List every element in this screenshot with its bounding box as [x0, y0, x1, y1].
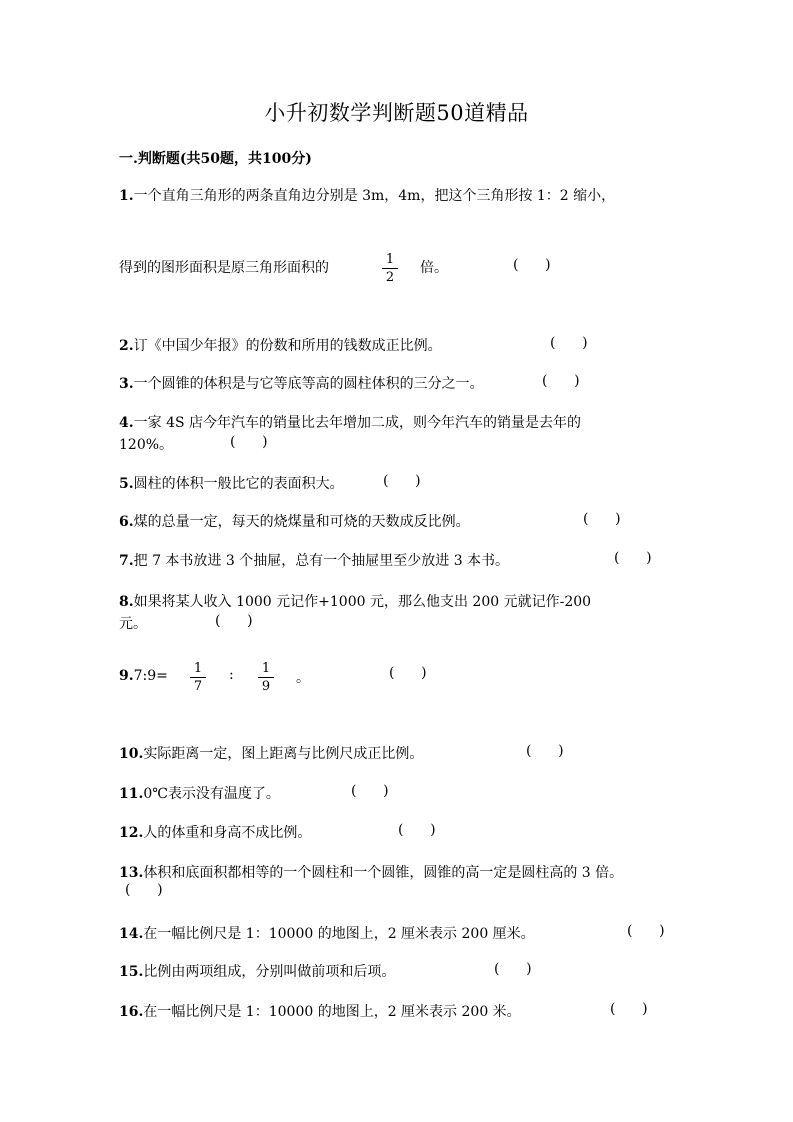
answer-blank[interactable]: ( )	[542, 373, 580, 389]
question-number: 14.	[119, 926, 144, 942]
fraction-numerator: 1	[385, 252, 395, 267]
ratio-colon: :	[229, 667, 234, 683]
fraction-one-half	[382, 252, 398, 285]
question-text: 在一幅比例尺是 1：10000 的地图上，2 厘米表示 200 米。	[143, 1004, 521, 1020]
question-text: 圆柱的体积一般比它的表面积大。	[133, 476, 344, 492]
question-number: 6.	[119, 514, 134, 530]
answer-blank[interactable]: ( )	[494, 961, 532, 977]
answer-blank[interactable]: ( )	[351, 783, 389, 799]
question-text: 订《中国少年报》的份数和所用的钱数成正比例。	[133, 338, 442, 354]
question-8	[119, 591, 591, 613]
question-text: 一个直角三角形的两条直角边分别是 3m，4m，把这个三角形按 1：2 缩小，	[133, 188, 616, 204]
fraction-denominator: 2	[385, 270, 395, 285]
question-5	[119, 473, 344, 495]
answer-blank[interactable]: ( )	[383, 473, 421, 489]
question-number: 7.	[119, 553, 134, 569]
answer-blank[interactable]: ( )	[614, 550, 652, 566]
question-16	[119, 1001, 521, 1023]
question-3	[119, 373, 484, 395]
question-7	[119, 550, 509, 572]
question-14	[119, 923, 535, 945]
fraction-numerator: 1	[193, 661, 203, 676]
fraction-denominator: 9	[261, 679, 271, 694]
question-text: 实际距离一定，图上距离与比例尺成正比例。	[143, 746, 424, 762]
question-text: 体积和底面积都相等的一个圆柱和一个圆锥，圆锥的高一定是圆柱高的 3 倍。	[143, 865, 624, 881]
question-number: 13.	[119, 865, 144, 881]
question-text: 一个圆锥的体积是与它等底等高的圆柱体积的三分之一。	[133, 376, 484, 392]
question-prefix: 7:9=	[133, 668, 168, 684]
question-number: 12.	[119, 825, 144, 841]
answer-blank[interactable]: ( )	[610, 1001, 648, 1017]
question-number: 4.	[119, 415, 134, 431]
answer-blank[interactable]: ( )	[125, 882, 163, 898]
question-13	[119, 862, 623, 884]
question-4-line2: 120%。	[119, 437, 174, 453]
answer-blank[interactable]: ( )	[513, 257, 551, 273]
question-15	[119, 961, 395, 983]
question-text: 在一幅比例尺是 1：10000 的地图上，2 厘米表示 200 厘米。	[143, 926, 535, 942]
question-9-suffix: 。	[296, 670, 310, 686]
question-number: 3.	[119, 376, 134, 392]
question-1	[119, 185, 615, 207]
answer-blank[interactable]: ( )	[215, 613, 253, 629]
section-heading: 一.判断题(共50题，共100分)	[119, 151, 312, 167]
question-6	[119, 511, 470, 533]
question-number: 16.	[119, 1004, 144, 1020]
question-number: 2.	[119, 338, 134, 354]
question-1-line2: 得到的图形面积是原三角形面积的	[119, 260, 329, 276]
answer-blank[interactable]: ( )	[389, 665, 427, 681]
fraction-one-ninth	[258, 661, 274, 694]
question-12	[119, 822, 311, 844]
answer-blank[interactable]: ( )	[583, 511, 621, 527]
fraction-denominator: 7	[193, 679, 203, 694]
answer-blank[interactable]: ( )	[627, 923, 665, 939]
question-number: 1.	[119, 188, 134, 204]
question-text: 一家 4S 店今年汽车的销量比去年增加二成，则今年汽车的销量是去年的	[133, 415, 582, 431]
answer-blank[interactable]: ( )	[550, 335, 588, 351]
question-text: 煤的总量一定，每天的烧煤量和可烧的天数成反比例。	[133, 514, 470, 530]
question-number: 11.	[119, 786, 144, 802]
question-number: 10.	[119, 746, 144, 762]
question-10	[119, 743, 423, 765]
question-2	[119, 335, 442, 357]
question-text: 人的体重和身高不成比例。	[143, 825, 312, 841]
question-text: 比例由两项组成，分别叫做前项和后项。	[143, 964, 396, 980]
answer-blank[interactable]: ( )	[230, 434, 268, 450]
question-11	[119, 783, 280, 805]
answer-blank[interactable]: ( )	[398, 822, 436, 838]
question-text: 0℃表示没有温度了。	[143, 786, 280, 802]
fraction-numerator: 1	[261, 661, 271, 676]
answer-blank[interactable]: ( )	[526, 743, 564, 759]
question-4	[119, 412, 581, 434]
question-9	[119, 665, 168, 687]
question-number: 8.	[119, 594, 134, 610]
question-number: 15.	[119, 964, 144, 980]
question-number: 9.	[119, 668, 134, 684]
question-text: 把 7 本书放进 3 个抽屉，总有一个抽屉里至少放进 3 本书。	[133, 553, 510, 569]
fraction-one-seventh	[190, 661, 206, 694]
question-text: 如果将某人收入 1000 元记作+1000 元，那么他支出 200 元就记作-200	[133, 594, 592, 610]
question-1-suffix: 倍。	[420, 260, 448, 276]
question-8-line2: 元。	[119, 616, 147, 632]
page-title: 小升初数学判断题50道精品	[264, 101, 529, 125]
question-number: 5.	[119, 476, 134, 492]
